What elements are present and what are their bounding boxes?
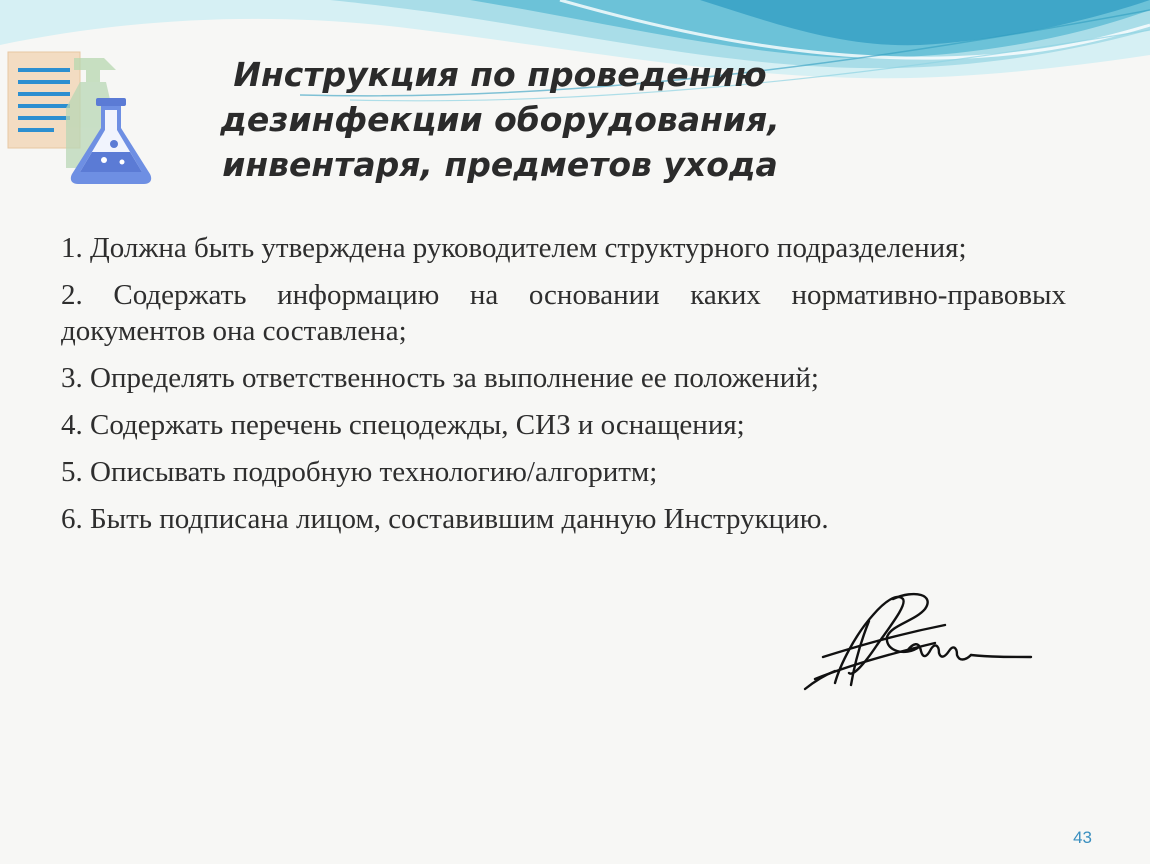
title-line-2: дезинфекции оборудования,: [220, 100, 780, 139]
list-item: 3. Определять ответственность за выполнение ее положений;: [61, 362, 819, 394]
title-line-3: инвентаря, предметов ухода: [222, 145, 778, 184]
lab-icons-decoration: [4, 48, 164, 188]
list-item: 2. Содержать информацию на основании каких нормативно-правовых документов она составлена;: [61, 279, 1066, 347]
list-item: 4. Содержать перечень спецодежды, СИЗ и оснащения;: [61, 409, 745, 441]
title-line-1: Инструкция по проведению: [233, 55, 767, 94]
page-number: 43: [1073, 828, 1092, 847]
handwritten-signature: [795, 585, 1035, 695]
list-item: 5. Описывать подробную технологию/алгоритм;: [61, 456, 658, 488]
requirements-list: [61, 230, 1066, 537]
slide-title: [150, 52, 850, 187]
list-item: 6. Быть подписана лицом, составившим данную Инструкцию.: [61, 503, 829, 535]
list-item: 1. Должна быть утверждена руководителем структурного подразделения;: [61, 232, 967, 264]
